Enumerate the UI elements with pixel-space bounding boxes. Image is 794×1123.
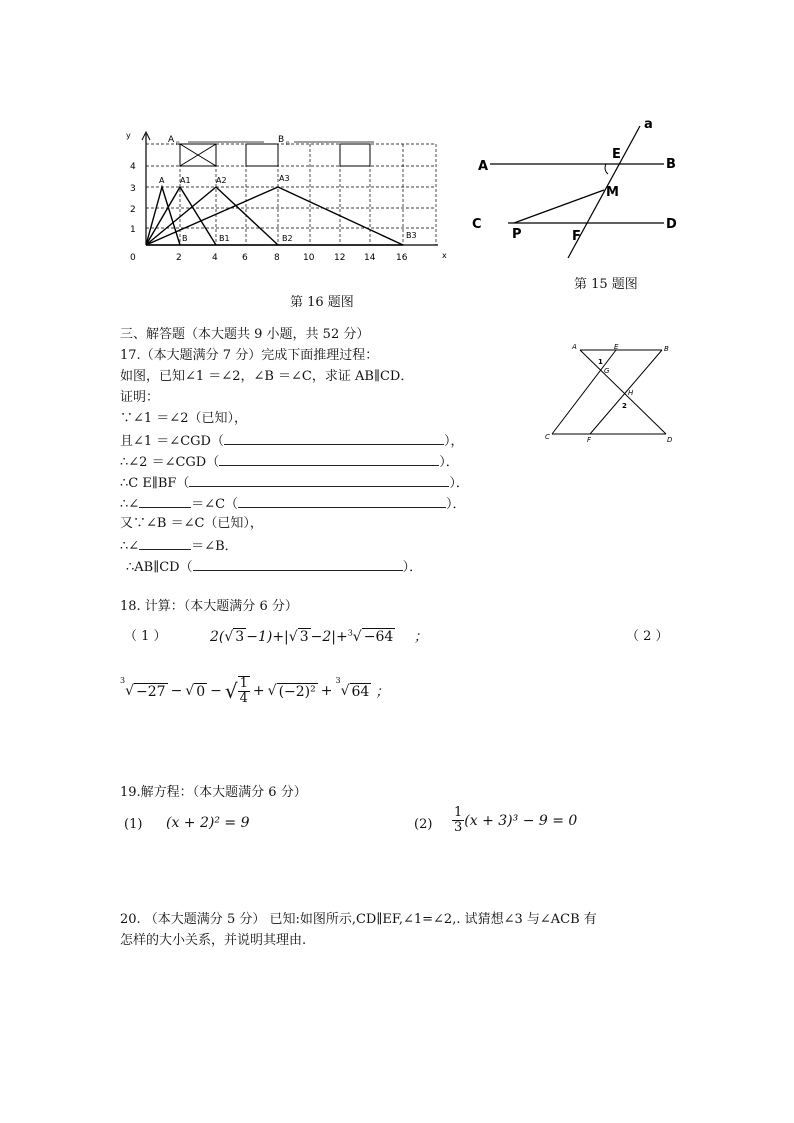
radicand: (−2)² — [278, 683, 316, 700]
answer-blank[interactable] — [219, 452, 439, 466]
figure-15 — [468, 112, 688, 264]
radicand: −64 — [363, 629, 394, 645]
fig15-label-E: E — [612, 147, 621, 162]
radicand: 64 — [351, 683, 370, 700]
answer-blank[interactable] — [193, 557, 403, 571]
root-index: 3 — [347, 628, 353, 638]
figure-16 — [118, 128, 458, 268]
q17-line-8-end: ）． — [402, 560, 423, 575]
q17-line-2 — [120, 431, 463, 451]
fig16-xtick: 4 — [212, 253, 218, 263]
q19-part-2-label: (2) — [414, 817, 433, 832]
fig16-label-an: A — [168, 135, 175, 145]
fig17-label-2: 2 — [622, 402, 627, 410]
expr-text: + — [320, 683, 333, 699]
radicand: 3 — [299, 629, 309, 645]
q19-equation-1: (x + 2)² = 9 — [166, 815, 250, 831]
answer-blank[interactable] — [189, 473, 449, 487]
q19-title: 19.解方程：（本大题满分 6 分） — [120, 785, 307, 800]
expr-text: ； — [375, 684, 390, 700]
fig16-label-a2: A2 — [216, 176, 227, 185]
radicand: 0 — [196, 683, 206, 700]
fig16-origin: 0 — [130, 253, 136, 263]
root-index: 3 — [335, 676, 341, 685]
fig16-ytick: 3 — [130, 184, 136, 194]
fig16-xtick: 12 — [334, 253, 346, 263]
fig16-label-b3: B3 — [406, 231, 417, 240]
fig15-label-P: P — [512, 227, 522, 242]
fig15-label-D: D — [666, 217, 677, 232]
fig16-label-b2: B2 — [282, 234, 293, 243]
fig16-xtick: 14 — [364, 253, 376, 263]
q17-line-1: ∵∠1 ＝∠2（已知）， — [120, 411, 247, 426]
radicand: −27 — [136, 683, 166, 700]
fig16-ytick: 4 — [130, 162, 136, 172]
fig16-xtick: 6 — [242, 253, 248, 263]
fig17-label-D: D — [667, 436, 673, 444]
q18-part-2-label: （ 2 ） — [626, 629, 669, 644]
expr-text: 2( — [210, 629, 225, 645]
root-index: 3 — [120, 676, 126, 685]
fig16-label-b: B — [182, 234, 188, 243]
fig17-label-A: A — [572, 343, 577, 351]
answer-blank[interactable] — [224, 431, 444, 445]
fig16-label-bn-sub: n — [286, 140, 290, 147]
q17-line-3 — [120, 452, 459, 472]
q18-title: 18. 计算：（本大题满分 6 分） — [120, 599, 298, 614]
fig17-label-H: H — [628, 389, 634, 397]
q17-line-7-text: ∴∠ — [120, 539, 140, 554]
denominator: 4 — [239, 691, 248, 706]
q17-line-5-mid: ＝∠C（ — [191, 497, 239, 512]
q17-given: 如图，已知∠1 ＝∠2，∠B ＝∠C，求证 AB∥CD． — [120, 369, 414, 384]
fig17-label-C: C — [545, 433, 550, 441]
fig16-xtick: 16 — [396, 253, 408, 263]
q17-line-2-text: 且∠1 ＝∠CGD（ — [120, 434, 224, 449]
fig15-label-F: F — [572, 229, 581, 244]
q17-line-6: 又∵∠B ＝∠C（已知）， — [120, 516, 263, 531]
fig16-label-b1: B1 — [219, 234, 230, 243]
q17-line-8-text: ∴AB∥CD（ — [126, 560, 193, 575]
fig16-xtick: 2 — [176, 253, 182, 263]
fig17-label-1: 1 — [598, 358, 603, 366]
q17-line-3-end: ）． — [439, 455, 459, 470]
section-heading: 三、解答题（本大题共 9 小题，共 52 分） — [120, 327, 370, 342]
fig16-ytick: 2 — [130, 205, 136, 215]
expr-text: + — [252, 683, 265, 699]
q17-line-2-end: ）， — [443, 434, 464, 449]
fig16-label-bn: B — [278, 135, 285, 145]
q17-line-8 — [126, 557, 422, 577]
answer-blank[interactable] — [139, 494, 191, 508]
denominator: 3 — [454, 820, 463, 835]
expr-text: − — [210, 683, 222, 699]
q17-line-3-text: ∴∠2 ＝∠CGD（ — [120, 455, 220, 470]
fig16-label-a3: A3 — [279, 174, 290, 183]
q20-line-1: 20. （本大题满分 5 分） 已知:如图所示,CD∥EF,∠1=∠2,. 试猜想∠3 与∠ACB 有 — [120, 912, 597, 927]
q17-line-5-text: ∴∠ — [120, 497, 140, 512]
fig16-xtick: 8 — [274, 253, 280, 263]
q18-part-1-label: （ 1 ） — [124, 629, 167, 644]
q17-line-4 — [120, 473, 469, 493]
q19-equation-2 — [452, 806, 577, 835]
fig16-label-a1: A1 — [180, 176, 191, 185]
fig15-label-M: M — [606, 185, 619, 200]
q17-line-7 — [120, 536, 238, 556]
expr-text: − — [170, 683, 183, 699]
numerator: 1 — [454, 805, 463, 820]
fraction — [452, 806, 464, 835]
fig16-ytick: 1 — [130, 225, 136, 235]
q17-line-4-end: ）． — [449, 476, 469, 491]
fig17-label-E: E — [614, 343, 619, 351]
fig17-label-B: B — [664, 345, 669, 353]
fig17-label-G: G — [604, 367, 610, 375]
expr-text: −2|+ — [310, 629, 348, 645]
figure-17 — [540, 340, 680, 446]
expr-text: −1)+| — [246, 629, 289, 645]
answer-blank[interactable] — [139, 536, 191, 550]
answer-blank[interactable] — [238, 494, 446, 508]
radicand: 3 — [235, 629, 245, 645]
q17-proof-label: 证明： — [120, 390, 160, 405]
q18-expression-2: 3 √ −27 − √ 0 − √ $\frac{1}{4}$ + √ (−2)² + $^3$ √ 64 ； — [120, 676, 390, 706]
q18-expression-1: 2(√ 3 −1)+|√ 3 −2|+$^3$√ −64 ； — [210, 628, 428, 645]
q19-part-1-label: (1) — [124, 817, 143, 832]
q17-title: 17.（本大题满分 7 分）完成下面推理过程： — [120, 348, 379, 363]
expr-text: (x + 3)³ − 9 = 0 — [464, 812, 578, 829]
fig15-label-C: C — [472, 217, 482, 232]
fraction — [238, 676, 250, 706]
figure-15-caption: 第 15 题图 — [574, 277, 638, 292]
numerator: 1 — [239, 676, 248, 691]
q17-line-5 — [120, 494, 466, 514]
q20-line-2: 怎样的大小关系，并说明其理由. — [120, 933, 307, 948]
q17-line-5-end: ）． — [446, 497, 466, 512]
figure-16-caption: 第 16 题图 — [290, 295, 354, 310]
q17-line-7-end: ＝∠B． — [191, 539, 238, 554]
fig16-xtick: 10 — [303, 253, 315, 263]
q17-line-4-text: ∴C E∥BF（ — [120, 476, 190, 491]
fig16-label-a: A — [159, 176, 165, 185]
fig15-label-a: a — [644, 117, 653, 132]
fig16-x-label: x — [442, 251, 447, 260]
expr-text: ； — [413, 629, 428, 645]
fig15-label-B: B — [666, 157, 676, 172]
fig16-y-label: y — [126, 131, 131, 140]
fig16-label-an-sub: n — [176, 140, 180, 147]
fig15-label-A: A — [478, 159, 489, 174]
fig17-label-F: F — [587, 436, 592, 444]
